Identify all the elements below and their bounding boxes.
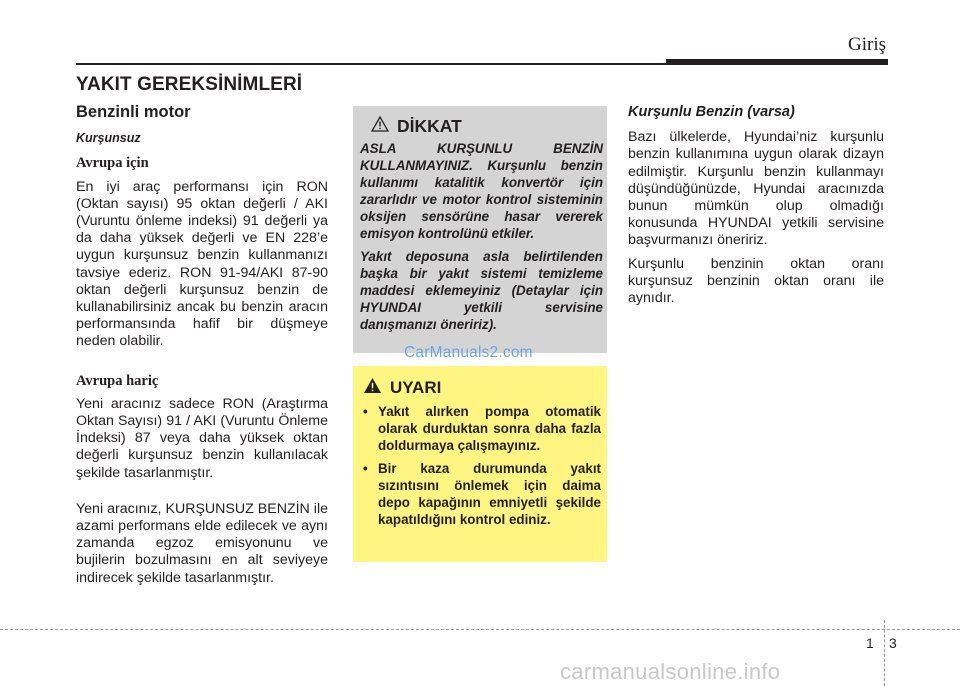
page-title: YAKIT GEREKSİNİMLERİ xyxy=(76,74,303,95)
warning-triangle-outline-icon xyxy=(371,116,389,137)
page-number-divider xyxy=(884,620,885,686)
list-item: • Yakıt alırken pompa otomatik olarak durduktan sonra daha fazla doldurmaya çalışmayınız. xyxy=(363,403,601,454)
footer-watermark: carmanualsonline.info xyxy=(560,659,781,684)
left-column xyxy=(76,104,328,603)
outside-europe-paragraph-2: Yeni aracınız, KURŞUNSUZ BENZİN ile azami performans elde edilecek ve aynı zamanda egzoz emisyonunu ve bujilerin bozulmasını en alt seviyeye indirecek şekilde tasarlanmıştır. xyxy=(76,500,328,586)
warning-title xyxy=(363,377,441,399)
leaded-gasoline-heading: Kurşunlu Benzin (varsa) xyxy=(628,104,795,120)
caution-paragraph-2: Yakıt deposuna asla belirtilenden başka bir yakıt sistemi temizleme maddesi eklemeyiniz (Detaylar için HYUNDAI yetkili servisine danışmanızı öneririz). xyxy=(360,249,603,332)
footer-rule xyxy=(0,629,960,630)
chapter-number: 1 xyxy=(866,635,874,651)
leaded-paragraph-1: Bazı ülkelerde, Hyundai’niz kurşunlu benzin kullanımına uygun olarak dizayn edilmiştir. Kurşunlu benzin kullanmayı düşündüğünüzde, Hyundai aracınızda bunun mümkün olup olmadığı konusunda HYUNDAI yetkili servisine başvurmanızı öneririz. xyxy=(628,129,884,249)
caution-paragraph-1: ASLA KURŞUNLU BENZİN KULLANMAYINIZ. Kurşunlu benzin kullanımı katalitik konvertör için zararlıdır ve motor kontrol sisteminin oksijen sensörüne hasar vererek emisyon kontrolünü etkiler. xyxy=(360,141,603,241)
leaded-paragraph-2: Kurşunlu benzinin oktan oranı kurşunsuz benzinin oktan oranı ile aynıdır. xyxy=(628,255,884,307)
unleaded-subheading: Kurşunsuz xyxy=(76,131,141,146)
europe-paragraph: En iyi araç performansı için RON (Oktan sayısı) 95 oktan değerli / AKI (Vuruntu önleme indeksi) 91 değerli ya da daha yüksek değerli ve EN 228’e uygun kurşunsuz benzin kullanmanızı tavsiye ederiz. RON 91-94/AKI 87-90 oktan değerli kurşunsuz benzin de kullanabilirsiniz ancak bu benzin aracın performansında hafif bir düşmeye neden olabilir. xyxy=(76,178,328,350)
watermark-link[interactable]: CarManuals2.com xyxy=(404,344,533,361)
caution-title xyxy=(371,116,462,137)
caution-title-text: DİKKAT xyxy=(397,116,462,136)
warning-list xyxy=(363,403,601,534)
warning-box xyxy=(353,366,607,562)
header-rule-bold xyxy=(666,59,888,65)
gasoline-engine-heading: Benzinli motor xyxy=(76,103,191,121)
warning-title-text: UYARI xyxy=(390,378,442,397)
header-rule xyxy=(76,63,666,65)
caution-box xyxy=(353,106,607,353)
warning-triangle-filled-icon xyxy=(363,377,382,399)
section-title: Giriş xyxy=(848,34,886,55)
page-number: 3 xyxy=(889,635,897,651)
right-column xyxy=(628,104,884,323)
list-item: • Bir kaza durumunda yakıt sızıntısını önlemek için daima depo kapağının emniyetli şekilde kapatıldığını kontrol ediniz. xyxy=(363,460,601,528)
europe-heading: Avrupa için xyxy=(76,155,149,172)
caution-body xyxy=(360,140,603,339)
outside-europe-paragraph-1: Yeni aracınız sadece RON (Araştırma Oktan Sayısı) 91 / AKI (Vuruntu Önleme İndeksi) 87 veya daha yüksek oktan değerli kurşunsuz benzin kullanılacak şekilde tasarlanmıştır. xyxy=(76,395,328,481)
outside-europe-heading: Avrupa hariç xyxy=(76,372,159,389)
